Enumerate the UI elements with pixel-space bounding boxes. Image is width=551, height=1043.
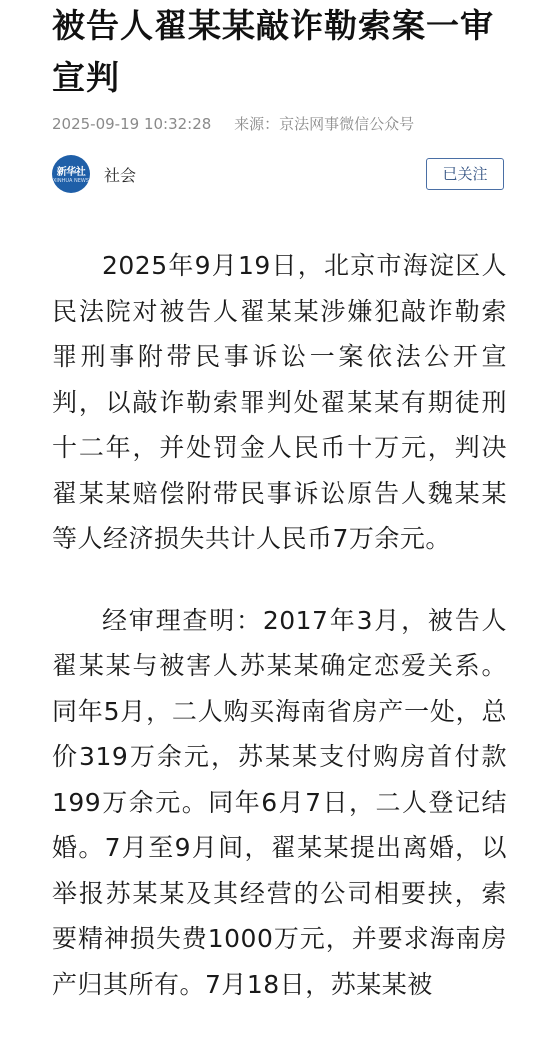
channel-name[interactable]: 社会 xyxy=(104,166,137,185)
article-title: 被告人翟某某敲诈勒索案一审宣判 xyxy=(52,6,494,97)
article-paragraph: 2025年9月19日，北京市海淀区人民法院对被告人翟某某涉嫌犯敲诈勒索罪刑事附带民事诉讼一案依法公开宣判，以敲诈勒索罪判处翟某某有期徒刑十二年，并处罚金人民币十万元，判决翟某某赔偿附带民事诉讼原告人魏某某等人经济损失共计人民币7万余元。 xyxy=(52,251,507,553)
follow-button[interactable]: 已关注 xyxy=(426,158,504,190)
article-body xyxy=(52,243,507,1043)
xinhua-logo-icon[interactable] xyxy=(52,155,90,193)
publish-timestamp: 2025-09-19 10:32:28 xyxy=(52,115,212,133)
article-meta xyxy=(52,113,414,134)
article-source: 来源：京法网事微信公众号 xyxy=(234,115,415,133)
logo-subtext: XINHUA NEWS xyxy=(52,178,90,184)
article-paragraph: 经审理查明：2017年3月，被告人翟某某与被害人苏某某确定恋爱关系。同年5月，二人购买海南省房产一处，总价319万余元，苏某某支付购房首付款199万余元。同年6月7日，二人登记结婚。7月至9月间，翟某某提出离婚，以举报苏某某及其经营的公司相要挟，索要精神损失费1000万元，并要求海南房产归其所有。7月18日，苏某某被 xyxy=(52,605,507,999)
logo-text: 新华社 xyxy=(56,167,86,178)
channel-row xyxy=(52,154,504,196)
